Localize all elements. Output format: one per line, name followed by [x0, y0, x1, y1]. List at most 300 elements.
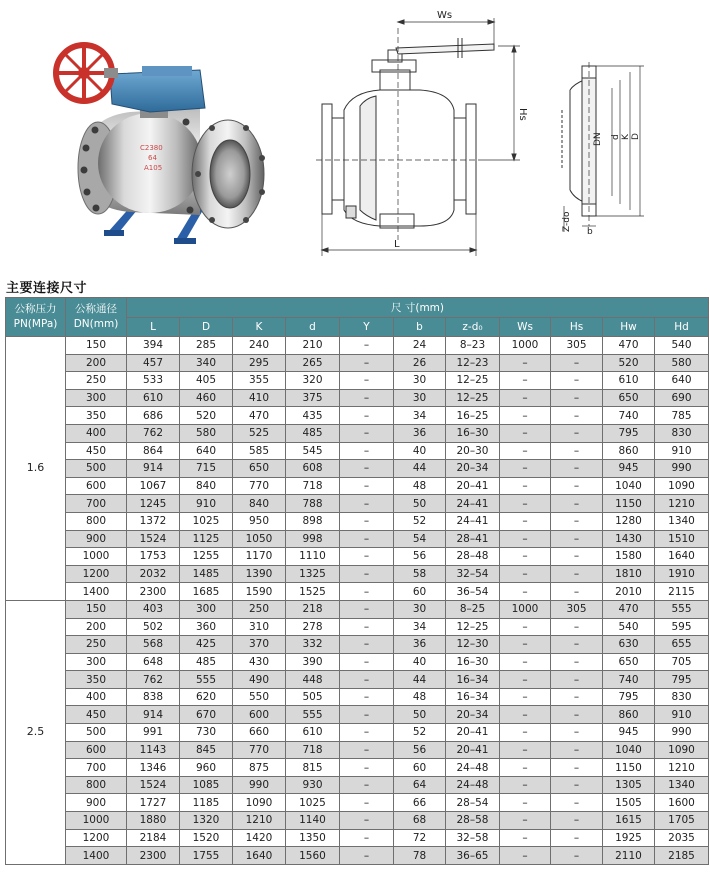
table-cell: 950 [233, 512, 286, 530]
table-cell: 1485 [180, 565, 233, 583]
column-header: Y [340, 318, 394, 337]
table-cell: 448 [286, 671, 340, 689]
table-cell: 533 [127, 372, 180, 390]
table-cell: 860 [603, 706, 655, 724]
table-cell: 1520 [180, 829, 233, 847]
table-cell: 555 [180, 671, 233, 689]
table-cell: 990 [233, 776, 286, 794]
table-cell: – [551, 759, 603, 777]
table-row [6, 600, 709, 618]
table-cell: 2115 [655, 583, 709, 601]
table-cell: 78 [394, 847, 446, 865]
table-cell: 1372 [127, 512, 180, 530]
table-cell: – [500, 706, 551, 724]
table-cell: 32–58 [446, 829, 500, 847]
table-cell: – [551, 407, 603, 425]
table-cell: 705 [655, 653, 709, 671]
table-cell: 650 [233, 460, 286, 478]
table-cell: 16–30 [446, 653, 500, 671]
table-cell: 28–58 [446, 812, 500, 830]
table-cell: 26 [394, 354, 446, 372]
table-cell: – [551, 565, 603, 583]
table-row [6, 671, 709, 689]
table-cell: – [551, 776, 603, 794]
table-cell: 435 [286, 407, 340, 425]
table-row [6, 548, 709, 566]
table-cell: 405 [180, 372, 233, 390]
table-cell: – [500, 442, 551, 460]
table-row [6, 724, 709, 742]
table-cell: 555 [655, 600, 709, 618]
table-cell: 58 [394, 565, 446, 583]
table-cell: 864 [127, 442, 180, 460]
table-row [6, 495, 709, 513]
table-cell: – [340, 794, 394, 812]
table-cell: 990 [655, 724, 709, 742]
table-cell: 795 [603, 688, 655, 706]
table-cell: – [340, 847, 394, 865]
table-cell: 1727 [127, 794, 180, 812]
table-cell: 1705 [655, 812, 709, 830]
dim-label-z-do: Z-do [562, 211, 572, 232]
dn-cell: 1200 [66, 829, 127, 847]
column-header: D [180, 318, 233, 337]
table-cell: 44 [394, 460, 446, 478]
table-cell: 300 [180, 600, 233, 618]
table-cell: 1640 [655, 548, 709, 566]
table-cell: – [500, 741, 551, 759]
table-cell: 2035 [655, 829, 709, 847]
table-cell: 715 [180, 460, 233, 478]
table-cell: – [340, 512, 394, 530]
table-cell: 795 [655, 671, 709, 689]
table-cell: 457 [127, 354, 180, 372]
table-cell: 655 [655, 636, 709, 654]
dn-cell: 350 [66, 671, 127, 689]
table-cell: 690 [655, 389, 709, 407]
dim-label-hs: Hs [517, 108, 528, 121]
table-cell: – [551, 847, 603, 865]
table-cell: 1090 [655, 477, 709, 495]
column-header: b [394, 318, 446, 337]
table-cell: 430 [233, 653, 286, 671]
table-cell: 991 [127, 724, 180, 742]
table-row [6, 372, 709, 390]
table-cell: 545 [286, 442, 340, 460]
table-row [6, 636, 709, 654]
table-cell: 1210 [233, 812, 286, 830]
table-cell: – [340, 706, 394, 724]
table-cell: 1040 [603, 741, 655, 759]
flange-section-drawing [562, 62, 644, 232]
table-cell: 1340 [655, 512, 709, 530]
table-cell: 360 [180, 618, 233, 636]
table-cell: 1925 [603, 829, 655, 847]
table-cell: 485 [286, 424, 340, 442]
table-cell: 1340 [655, 776, 709, 794]
table-cell: 1050 [233, 530, 286, 548]
valve-elevation-drawing [316, 18, 520, 256]
header-pn-line2: PN(MPa) [13, 318, 58, 330]
table-row [6, 530, 709, 548]
table-cell: 1140 [286, 812, 340, 830]
table-cell: – [551, 706, 603, 724]
dn-cell: 250 [66, 636, 127, 654]
table-cell: 1085 [180, 776, 233, 794]
dn-cell: 900 [66, 794, 127, 812]
table-cell: – [500, 372, 551, 390]
dimension-table [5, 297, 709, 865]
header-dn-line1: 公称通径 [75, 303, 117, 315]
table-cell: 840 [180, 477, 233, 495]
table-cell: 505 [286, 688, 340, 706]
table-row [6, 565, 709, 583]
dn-cell: 150 [66, 337, 127, 355]
table-cell: – [551, 653, 603, 671]
table-cell: 1560 [286, 847, 340, 865]
table-cell: 785 [655, 407, 709, 425]
table-cell: 305 [551, 600, 603, 618]
table-cell: 2185 [655, 847, 709, 865]
table-cell: – [340, 724, 394, 742]
dn-cell: 400 [66, 424, 127, 442]
table-cell: – [340, 829, 394, 847]
table-cell: 30 [394, 600, 446, 618]
table-cell: – [551, 583, 603, 601]
table-cell: 788 [286, 495, 340, 513]
table-cell: – [551, 495, 603, 513]
table-cell: 608 [286, 460, 340, 478]
table-cell: 520 [603, 354, 655, 372]
table-cell: 1524 [127, 776, 180, 794]
dim-label-ws: Ws [437, 10, 453, 21]
table-cell: – [500, 724, 551, 742]
table-cell: 12–25 [446, 389, 500, 407]
table-cell: – [340, 600, 394, 618]
table-cell: 20–34 [446, 706, 500, 724]
table-row [6, 706, 709, 724]
table-cell: 945 [603, 460, 655, 478]
table-cell: 830 [655, 688, 709, 706]
table-cell: 1025 [180, 512, 233, 530]
table-cell: 718 [286, 741, 340, 759]
table-cell: 340 [180, 354, 233, 372]
table-cell: – [551, 794, 603, 812]
table-row [6, 741, 709, 759]
table-cell: 20–41 [446, 724, 500, 742]
table-cell: 60 [394, 759, 446, 777]
table-cell: 830 [655, 424, 709, 442]
table-cell: – [551, 512, 603, 530]
table-cell: 36 [394, 636, 446, 654]
table-cell: – [340, 636, 394, 654]
table-cell: 34 [394, 407, 446, 425]
dn-cell: 150 [66, 600, 127, 618]
table-cell: 1025 [286, 794, 340, 812]
dn-cell: 900 [66, 530, 127, 548]
table-cell: 910 [655, 442, 709, 460]
table-cell: 914 [127, 460, 180, 478]
table-cell: 56 [394, 741, 446, 759]
table-cell: – [340, 688, 394, 706]
table-cell: 24 [394, 337, 446, 355]
table-cell: 1615 [603, 812, 655, 830]
table-cell: – [500, 354, 551, 372]
dim-label-b: b [587, 227, 593, 237]
table-cell: 30 [394, 372, 446, 390]
table-cell: – [500, 583, 551, 601]
table-cell: 1880 [127, 812, 180, 830]
table-cell: 1525 [286, 583, 340, 601]
table-cell: 875 [233, 759, 286, 777]
table-cell: 770 [233, 741, 286, 759]
table-cell: 375 [286, 389, 340, 407]
table-cell: 718 [286, 477, 340, 495]
table-cell: 1090 [655, 741, 709, 759]
table-row [6, 759, 709, 777]
photo-marking-3: A105 [144, 164, 163, 172]
table-cell: 278 [286, 618, 340, 636]
table-cell: – [500, 636, 551, 654]
table-cell: 1505 [603, 794, 655, 812]
table-cell: 8–23 [446, 337, 500, 355]
table-cell: 525 [233, 424, 286, 442]
table-cell: 2300 [127, 847, 180, 865]
header-dn-line2: DN(mm) [73, 318, 119, 330]
table-cell: – [551, 354, 603, 372]
photo-marking-2: 64 [148, 154, 157, 162]
table-row [6, 512, 709, 530]
table-cell: – [551, 724, 603, 742]
table-cell: 914 [127, 706, 180, 724]
table-cell: – [551, 442, 603, 460]
dn-cell: 400 [66, 688, 127, 706]
table-cell: – [500, 688, 551, 706]
table-cell: 355 [233, 372, 286, 390]
table-cell: 34 [394, 618, 446, 636]
table-cell: 580 [655, 354, 709, 372]
table-cell: – [551, 618, 603, 636]
table-cell: 648 [127, 653, 180, 671]
valve-photo [56, 45, 265, 244]
table-cell: 8–25 [446, 600, 500, 618]
table-cell: 620 [180, 688, 233, 706]
table-cell: 860 [603, 442, 655, 460]
table-cell: 332 [286, 636, 340, 654]
table-cell: 740 [603, 671, 655, 689]
table-cell: 1753 [127, 548, 180, 566]
table-cell: 24–48 [446, 776, 500, 794]
dn-cell: 600 [66, 741, 127, 759]
table-cell: 838 [127, 688, 180, 706]
table-cell: 52 [394, 724, 446, 742]
table-cell: 568 [127, 636, 180, 654]
table-cell: 762 [127, 671, 180, 689]
table-cell: – [551, 530, 603, 548]
dn-cell: 450 [66, 706, 127, 724]
table-cell: – [500, 776, 551, 794]
table-cell: – [340, 618, 394, 636]
table-cell: 1280 [603, 512, 655, 530]
table-cell: 1110 [286, 548, 340, 566]
dn-cell: 1200 [66, 565, 127, 583]
table-cell: – [500, 794, 551, 812]
table-cell: – [500, 530, 551, 548]
table-cell: – [340, 548, 394, 566]
table-cell: 1524 [127, 530, 180, 548]
table-row [6, 688, 709, 706]
table-cell: 670 [180, 706, 233, 724]
table-cell: 20–34 [446, 460, 500, 478]
table-cell: 28–54 [446, 794, 500, 812]
table-cell: 1346 [127, 759, 180, 777]
table-row [6, 847, 709, 865]
table-cell: – [551, 389, 603, 407]
table-cell: 550 [233, 688, 286, 706]
table-cell: 1685 [180, 583, 233, 601]
table-cell: – [340, 565, 394, 583]
table-cell: 650 [603, 653, 655, 671]
table-cell: 50 [394, 706, 446, 724]
table-cell: 1170 [233, 548, 286, 566]
table-cell: 265 [286, 354, 340, 372]
table-cell: – [340, 424, 394, 442]
table-cell: 1640 [233, 847, 286, 865]
table-cell: – [500, 460, 551, 478]
table-row [6, 653, 709, 671]
table-cell: 32–54 [446, 565, 500, 583]
table-cell: 24–48 [446, 759, 500, 777]
table-cell: 815 [286, 759, 340, 777]
table-cell: 1390 [233, 565, 286, 583]
table-cell: 24–41 [446, 512, 500, 530]
column-header: K [233, 318, 286, 337]
table-cell: – [551, 688, 603, 706]
dn-cell: 800 [66, 512, 127, 530]
table-cell: 1590 [233, 583, 286, 601]
dn-cell: 1000 [66, 812, 127, 830]
dn-cell: 700 [66, 759, 127, 777]
table-cell: 1580 [603, 548, 655, 566]
table-cell: – [551, 372, 603, 390]
table-cell: 50 [394, 495, 446, 513]
table-cell: 12–25 [446, 372, 500, 390]
table-cell: 470 [603, 337, 655, 355]
dn-cell: 200 [66, 354, 127, 372]
pressure-cell: 1.6 [6, 337, 66, 601]
table-row [6, 794, 709, 812]
dn-cell: 250 [66, 372, 127, 390]
table-cell: 730 [180, 724, 233, 742]
table-cell: 305 [551, 337, 603, 355]
table-cell: 686 [127, 407, 180, 425]
table-cell: – [340, 776, 394, 794]
table-cell: 285 [180, 337, 233, 355]
table-cell: 1510 [655, 530, 709, 548]
dn-cell: 1400 [66, 847, 127, 865]
table-cell: – [340, 741, 394, 759]
table-cell: 1255 [180, 548, 233, 566]
table-cell: – [551, 671, 603, 689]
dn-cell: 450 [66, 442, 127, 460]
table-cell: – [340, 354, 394, 372]
table-cell: 16–30 [446, 424, 500, 442]
table-cell: 425 [180, 636, 233, 654]
table-cell: – [551, 636, 603, 654]
table-cell: 36–65 [446, 847, 500, 865]
dim-label-l: L [394, 239, 400, 250]
table-cell: 930 [286, 776, 340, 794]
table-cell: 1430 [603, 530, 655, 548]
table-cell: 740 [603, 407, 655, 425]
table-cell: – [551, 460, 603, 478]
table-cell: 1067 [127, 477, 180, 495]
product-figures [0, 0, 710, 270]
table-cell: 2010 [603, 583, 655, 601]
table-cell: 36 [394, 424, 446, 442]
table-cell: 795 [603, 424, 655, 442]
table-cell: 56 [394, 548, 446, 566]
table-cell: 370 [233, 636, 286, 654]
table-cell: 490 [233, 671, 286, 689]
column-header: L [127, 318, 180, 337]
table-cell: 48 [394, 688, 446, 706]
table-cell: 1040 [603, 477, 655, 495]
table-cell: 1245 [127, 495, 180, 513]
table-cell: 770 [233, 477, 286, 495]
table-row [6, 583, 709, 601]
table-cell: – [500, 424, 551, 442]
table-cell: – [551, 424, 603, 442]
dn-cell: 300 [66, 389, 127, 407]
table-cell: 910 [180, 495, 233, 513]
table-cell: 520 [180, 407, 233, 425]
table-cell: 1210 [655, 759, 709, 777]
table-cell: 998 [286, 530, 340, 548]
table-cell: 410 [233, 389, 286, 407]
table-cell: 840 [233, 495, 286, 513]
table-cell: 295 [233, 354, 286, 372]
table-cell: – [340, 460, 394, 478]
table-cell: 403 [127, 600, 180, 618]
table-cell: 40 [394, 442, 446, 460]
table-cell: – [500, 653, 551, 671]
table-row [6, 354, 709, 372]
dn-cell: 500 [66, 724, 127, 742]
table-cell: – [340, 407, 394, 425]
table-cell: 1320 [180, 812, 233, 830]
table-cell: – [340, 671, 394, 689]
table-cell: 460 [180, 389, 233, 407]
column-header: Hd [655, 318, 709, 337]
table-cell: 660 [233, 724, 286, 742]
table-cell: 60 [394, 583, 446, 601]
dn-cell: 1400 [66, 583, 127, 601]
table-cell: 1755 [180, 847, 233, 865]
table-cell: – [340, 442, 394, 460]
table-row [6, 407, 709, 425]
table-cell: 20–41 [446, 477, 500, 495]
header-dimensions: 尺 寸(mm) [127, 298, 709, 318]
dn-cell: 300 [66, 653, 127, 671]
table-cell: 320 [286, 372, 340, 390]
table-cell: 1210 [655, 495, 709, 513]
table-cell: 585 [233, 442, 286, 460]
table-cell: 540 [655, 337, 709, 355]
table-cell: 68 [394, 812, 446, 830]
table-cell: 36–54 [446, 583, 500, 601]
table-cell: – [500, 759, 551, 777]
